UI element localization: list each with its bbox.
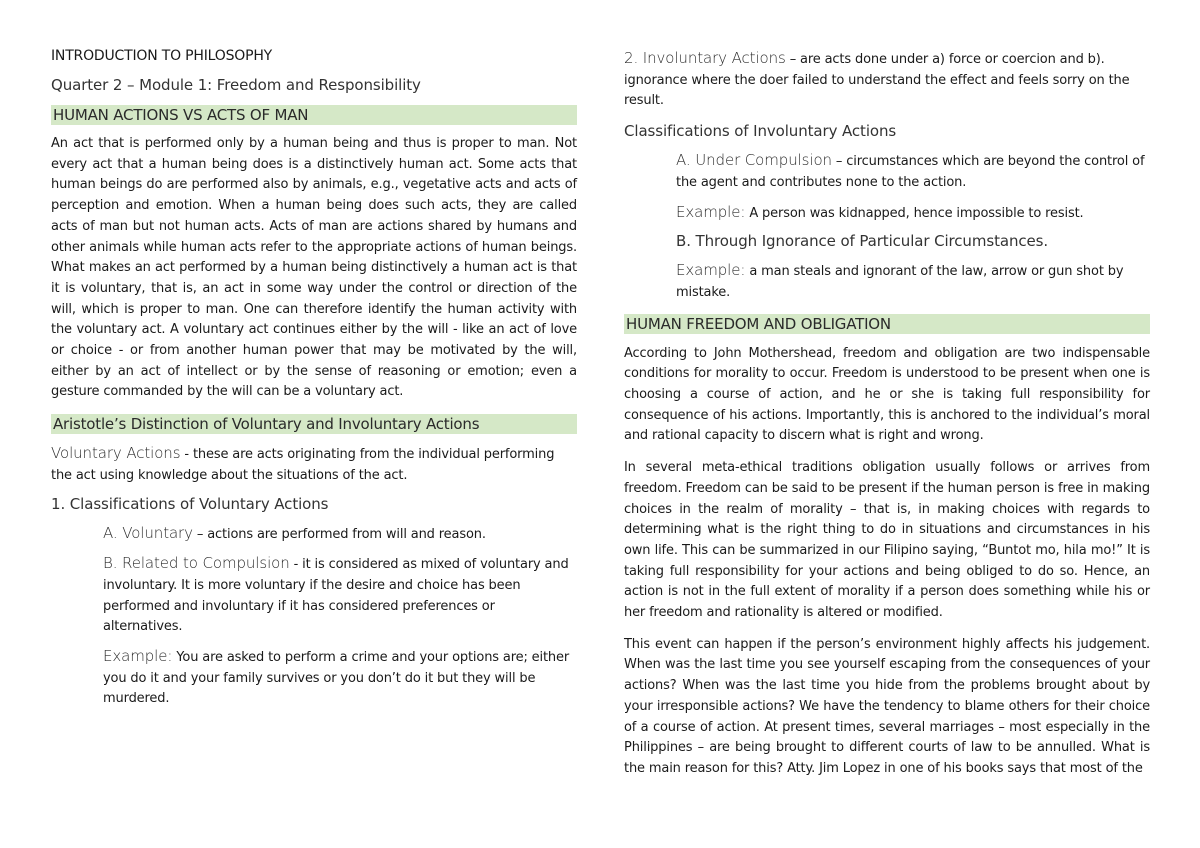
inv-item-a-label: A. Under Compulsion	[676, 151, 832, 170]
voluntary-example	[51, 646, 577, 710]
voluntary-item-a	[51, 523, 577, 546]
course-title: INTRODUCTION TO PHILOSOPHY	[51, 48, 272, 64]
paragraph-meta-ethical: In several meta-ethical traditions obligation usually follows or arrives from freedom. Freedom can be said to be present if the human person is free in making choices in the realm of morality – that is, in making choices with regards to determining what is the right thing to do in situations and circumstances in his own life. This can be summarized in our Filipino saying, “Buntot mo, hila mo!” It is taking full responsibility for your actions and being obliged to do so. Hence, an action is not in the full extent of morality if a person does something while his or her freedom and rationality is altered or modified.	[624, 460, 1150, 621]
involuntary-example-2	[624, 260, 1150, 303]
paragraph-environment: This event can happen if the person’s environment highly affects his judgement. When was the last time you see yourself escaping from the consequences of your actions? When was the last time you hide from the problems brought about by your irresponsible actions? We have the tendency to blame others for their choice of a course of action. At present times, several marriages – most especially in the Philippines – are being brought to different courts of law to be annulled. What is the main reason for this? Atty. Jim Lopez in one of his books says that most of the	[624, 636, 1150, 776]
item-b-label: B. Related to Compulsion	[103, 554, 290, 573]
section-heading-human-actions: HUMAN ACTIONS VS ACTS OF MAN	[51, 105, 577, 125]
involuntary-actions-text: – are acts done under a) force or coercion and b). ignorance where the doer failed to understand the effect and feels sorry on the result.	[624, 52, 1130, 109]
inv-example2-text: a man steals and ignorant of the law, arrow or gun shot by mistake.	[676, 264, 1124, 300]
inv-example2-label: Example:	[676, 261, 746, 280]
item-a-text: – actions are performed from will and reason.	[192, 526, 486, 542]
section-heading-freedom-obligation: HUMAN FREEDOM AND OBLIGATION	[624, 314, 1150, 334]
item-b-text: - it is considered as mixed of voluntary and involuntary. It is more voluntary if the desire and choice has been performed and involuntary if it has considered preferences or alternatives.	[103, 557, 569, 635]
involuntary-actions-definition	[624, 48, 1150, 112]
inv-item-a-text: – circumstances which are beyond the control of the agent and contributes none to the action.	[676, 154, 1145, 190]
involuntary-item-a	[624, 150, 1150, 193]
section-heading-aristotle: Aristotle’s Distinction of Voluntary and Involuntary Actions	[51, 414, 577, 434]
example-text: You are asked to perform a crime and your options are; either you do it and your family survives or you don’t do it but they will be murdered.	[103, 650, 570, 707]
inv-example1-label: Example:	[676, 202, 746, 221]
voluntary-actions-definition	[51, 443, 577, 486]
voluntary-actions-label: Voluntary Actions	[51, 444, 181, 463]
inv-example1-text: A person was kidnapped, hence impossible to resist.	[745, 205, 1084, 221]
voluntary-item-b	[51, 553, 577, 638]
voluntary-actions-text: - these are acts originating from the individual performing the act using knowledge about the situations of the act.	[51, 447, 555, 483]
involuntary-actions-label: 2. Involuntary Actions	[624, 49, 786, 67]
left-column	[51, 48, 577, 710]
classifications-involuntary-heading: Classifications of Involuntary Actions	[624, 122, 897, 141]
right-column	[624, 48, 1150, 780]
involuntary-example-1	[624, 202, 1150, 225]
paragraph-human-acts: An act that is performed only by a human being and thus is proper to man. Not every act that a human being does is a distinctively human act. Some acts that human beings do are performed also by animals, e.g., vegetative acts and acts of perception and emotion. When a human being does such acts, they are called acts of man but not human acts. Acts of man are actions shared by humans and other animals while human acts refer to the appropriate actions of human beings. What makes an act performed by a human being distinctively a human act is that it is voluntary, that is, an act in some way under the control or direction of the will, which is proper to man. One can therefore identify the human activity with the voluntary act. A voluntary act continues either by the will - like an act of love or choice - or from another human power that may be motivated by the will, either by an act of intellect or by the sense of reasoning or emotion; even a gesture commanded by the will can be a voluntary act.	[51, 136, 577, 400]
paragraph-mothershead: According to John Mothershead, freedom and obligation are two indispensable conditions for morality to occur. Freedom is understood to be present when one is choosing a course of action, and he or she is taking full responsibility for consequence of his actions. Importantly, this is anchored to the individual’s moral and rational capacity to discern what is right and wrong.	[624, 345, 1150, 444]
module-title: Quarter 2 – Module 1: Freedom and Responsibility	[51, 76, 421, 94]
involuntary-item-b: B. Through Ignorance of Particular Circumstances.	[676, 232, 1049, 251]
example-label: Example:	[103, 647, 173, 666]
classifications-voluntary-heading: 1. Classifications of Voluntary Actions	[51, 494, 329, 513]
item-a-label: A. Voluntary	[103, 523, 193, 542]
